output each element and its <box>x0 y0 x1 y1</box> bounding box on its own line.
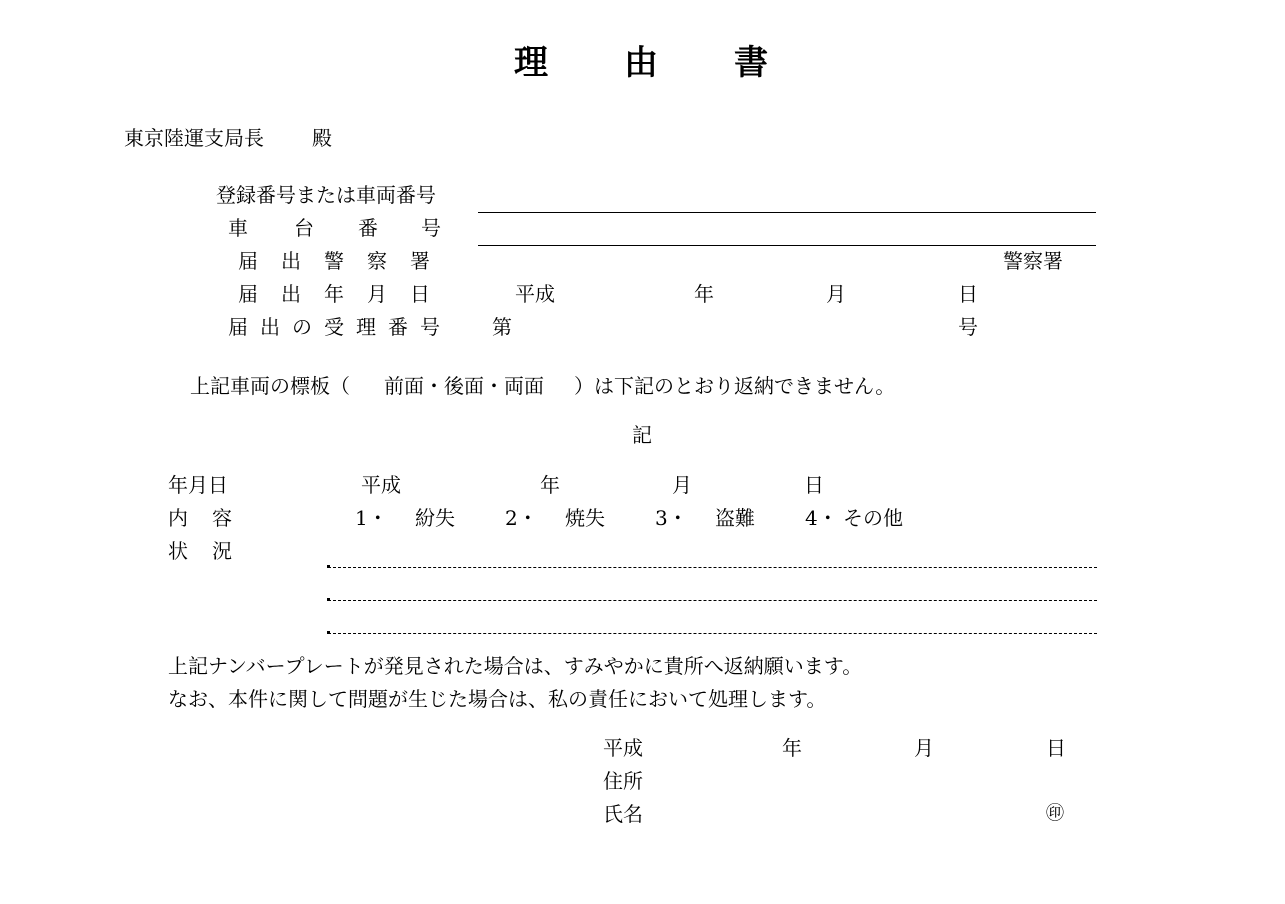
signature-year: 年 <box>782 736 802 760</box>
receipt-label-1: 届 <box>228 315 248 339</box>
statement-after: ）は下記のとおり返納できません。 <box>574 374 896 398</box>
receipt-label-4: 受 <box>324 315 344 339</box>
situation-line-3 <box>328 633 1097 634</box>
detail-date-year: 年 <box>540 473 560 497</box>
detail-content-label-2: 容 <box>212 506 232 530</box>
receipt-label-3: の <box>292 315 312 339</box>
police-label-2: 出 <box>281 249 301 273</box>
content-option-3-text: 盗難 <box>715 506 755 530</box>
chassis-underline <box>478 245 1096 246</box>
report-date-day: 日 <box>958 282 978 306</box>
detail-date-era: 平成 <box>361 473 401 497</box>
report-date-label-2: 出 <box>281 282 301 306</box>
situation-line-2 <box>328 600 1097 601</box>
chassis-label-3: 番 <box>358 216 378 240</box>
title-char-1: 理 <box>514 43 548 83</box>
title-char-3: 書 <box>734 43 768 83</box>
signature-month: 月 <box>914 736 934 760</box>
receipt-label-2: 出 <box>260 315 280 339</box>
receipt-label-7: 号 <box>420 315 440 339</box>
content-option-1-text: 紛失 <box>415 506 455 530</box>
title-char-2: 由 <box>624 43 658 83</box>
receipt-label-6: 番 <box>388 315 408 339</box>
registration-underline <box>478 212 1096 213</box>
police-suffix: 警察署 <box>1003 249 1063 273</box>
content-option-3-num: 3・ <box>655 506 688 530</box>
content-option-1-num: 1・ <box>355 506 388 530</box>
receipt-prefix: 第 <box>492 315 512 339</box>
police-label-3: 警 <box>324 249 344 273</box>
closing-line-1: 上記ナンバープレートが発見された場合は、すみやかに貴所へ返納願います。 <box>168 654 863 678</box>
content-option-2-num: 2・ <box>505 506 538 530</box>
name-label: 氏名 <box>603 802 643 826</box>
report-date-era: 平成 <box>515 282 555 306</box>
detail-date-day: 日 <box>804 473 824 497</box>
chassis-label-1: 車 <box>228 216 248 240</box>
ki-heading: 記 <box>632 423 652 447</box>
report-date-month: 月 <box>826 282 846 306</box>
report-date-label-1: 届 <box>238 282 258 306</box>
address-label: 住所 <box>603 769 643 793</box>
content-option-2-text: 焼失 <box>565 506 605 530</box>
statement-before: 上記車両の標板（ <box>190 374 350 398</box>
content-option-4-text: その他 <box>843 506 903 530</box>
detail-content-label-1: 内 <box>168 506 188 530</box>
detail-date-month: 月 <box>672 473 692 497</box>
addressee-office: 東京陸運支局長 <box>124 126 264 150</box>
statement-plate-options: 前面・後面・両面 <box>384 374 544 398</box>
police-label-1: 届 <box>238 249 258 273</box>
report-date-year: 年 <box>694 282 714 306</box>
chassis-label-4: 号 <box>421 216 441 240</box>
content-option-4-num: 4・ <box>805 506 838 530</box>
closing-line-2: なお、本件に関して問題が生じた場合は、私の責任において処理します。 <box>168 687 827 711</box>
registration-label: 登録番号または車両番号 <box>216 183 436 207</box>
chassis-label-2: 台 <box>294 216 314 240</box>
signature-era: 平成 <box>603 736 643 760</box>
situation-line-1 <box>328 567 1097 568</box>
signature-day: 日 <box>1046 736 1066 760</box>
detail-situation-label-1: 状 <box>168 539 188 563</box>
police-label-4: 察 <box>367 249 387 273</box>
detail-date-label: 年月日 <box>168 473 228 497</box>
seal-mark-icon: ㊞ <box>1046 803 1064 824</box>
addressee-honorific: 殿 <box>312 126 332 150</box>
report-date-label-4: 月 <box>367 282 387 306</box>
receipt-label-5: 理 <box>356 315 376 339</box>
receipt-suffix: 号 <box>958 315 978 339</box>
report-date-label-3: 年 <box>324 282 344 306</box>
report-date-label-5: 日 <box>410 282 430 306</box>
police-label-5: 署 <box>410 249 430 273</box>
detail-situation-label-2: 況 <box>212 539 232 563</box>
